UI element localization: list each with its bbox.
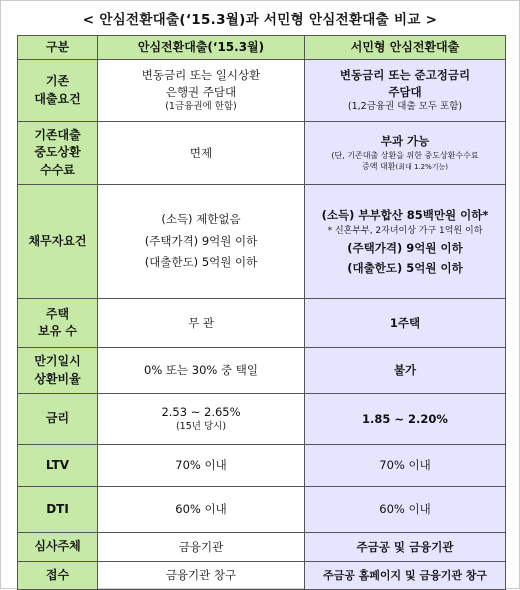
cell-note: (1금융권에 한함): [165, 101, 237, 113]
row-label-line: 대출요건: [34, 91, 81, 106]
table-row: [18, 533, 506, 562]
cell-line: (대출한도) 5억원 이하: [347, 260, 463, 275]
row-label: [18, 562, 98, 590]
header-category: 구분: [18, 36, 98, 60]
row-label-line: LTV: [45, 457, 70, 472]
old-loan-cell: [98, 487, 305, 533]
old-loan-cell: [98, 185, 305, 299]
old-loan-cell: [98, 122, 305, 185]
row-label: [18, 60, 98, 122]
cell-line: 70% 이내: [379, 458, 431, 473]
row-label-line: 수수료: [40, 162, 75, 177]
table-row: [18, 487, 506, 533]
old-loan-cell: [98, 445, 305, 487]
cell-line: 1주택: [389, 315, 421, 330]
row-label-line: DTI: [46, 501, 69, 516]
cell-line: 70% 이내: [175, 458, 227, 473]
table-row: [18, 299, 506, 348]
cell-note: (15년 당시): [175, 421, 227, 433]
row-label-line: 중도상환: [34, 145, 81, 160]
cell-line: 불가: [393, 363, 417, 378]
row-label-line: 접수: [45, 567, 70, 582]
new-loan-cell: [305, 487, 506, 533]
new-loan-cell: [305, 299, 506, 348]
new-loan-cell: [305, 348, 506, 394]
row-label: [18, 394, 98, 445]
row-label-line: 심사주체: [34, 539, 81, 554]
old-loan-cell: [98, 394, 305, 445]
new-loan-cell: [305, 562, 506, 590]
cell-line: 60% 이내: [175, 502, 227, 517]
new-loan-cell: [305, 533, 506, 562]
cell-line: 무 관: [188, 315, 214, 330]
cell-note: (단, 기존대출 상환을 위한 중도상환수수료: [331, 150, 479, 160]
row-label: [18, 445, 98, 487]
row-label: [18, 533, 98, 562]
row-label: [18, 348, 98, 394]
new-loan-cell: [305, 445, 506, 487]
cell-note: [308, 161, 502, 173]
row-label-line: 기존: [45, 74, 70, 89]
old-loan-cell: [98, 562, 305, 590]
row-label-line: 채무자요건: [28, 233, 87, 248]
cell-line: (주택가격) 9억원 이하: [144, 233, 258, 248]
table-row: [18, 185, 506, 299]
row-label: [18, 185, 98, 299]
row-label-line: 보유 수: [38, 324, 77, 338]
cell-line: 주금공 및 금융기관: [356, 539, 454, 554]
cell-note-part: 증액 대환: [362, 162, 396, 172]
row-label: [18, 299, 98, 348]
cell-line: 60% 이내: [379, 502, 431, 517]
old-loan-cell: [98, 299, 305, 348]
comparison-table: [17, 35, 506, 590]
cell-line: 주담대: [388, 84, 422, 99]
row-label-line: 기존대출: [34, 127, 81, 142]
table-row: [18, 348, 506, 394]
cell-note-part: (최대 1.2%기능): [395, 163, 448, 172]
table-header-row: [18, 36, 506, 60]
cell-line: 변동금리 또는 준고정금리: [339, 67, 471, 82]
old-loan-cell: [98, 533, 305, 562]
cell-line: (소득) 제한없음: [161, 211, 241, 226]
cell-line: (주택가격) 9억원 이하: [347, 240, 463, 255]
table-row: [18, 122, 506, 185]
cell-line: 주금공 홈페이지 및 금융기관 창구: [322, 568, 488, 582]
header-new-loan: 서민형 안심전환대출: [305, 36, 506, 60]
cell-line: 은행권 주담대: [165, 84, 237, 99]
new-loan-cell: [305, 185, 506, 299]
cell-line: (대출한도) 5억원 이하: [144, 255, 258, 270]
cell-line: 면제: [189, 145, 213, 160]
cell-line: 변동금리 또는 일시상환: [141, 67, 261, 82]
cell-line: 금융기관 창구: [165, 568, 237, 583]
old-loan-cell: [98, 348, 305, 394]
row-label: [18, 487, 98, 533]
header-old-loan: 안심전환대출(‘15.3월): [98, 36, 305, 60]
new-loan-cell: [305, 60, 506, 122]
old-loan-cell: [98, 60, 305, 122]
cell-line: (소득) 부부합산 85백만원 이하*: [321, 208, 489, 223]
cell-line: 1.85 ~ 2.20%: [362, 411, 448, 426]
table-row: [18, 445, 506, 487]
row-label-line: 만기일시: [34, 354, 81, 369]
cell-line: 0% 또는 30% 중 택일: [144, 363, 258, 378]
row-label-line: 주택: [45, 306, 70, 321]
page-title: < 안심전환대출(‘15.3월)과 서민형 안심전환대출 비교 >: [82, 12, 438, 28]
table-row: [18, 394, 506, 445]
table-row: [18, 562, 506, 590]
row-label-line: 금리: [45, 411, 70, 426]
row-label: [18, 122, 98, 185]
new-loan-cell: [305, 394, 506, 445]
cell-line: 부과 가능: [380, 134, 430, 149]
table-row: [18, 60, 506, 122]
cell-note: (1,2금융권 대출 모두 포함): [347, 101, 463, 113]
cell-line: 2.53 ~ 2.65%: [161, 404, 241, 419]
cell-line: 금융기관: [178, 539, 224, 554]
new-loan-cell: [305, 122, 506, 185]
cell-note: * 신혼부부, 2자녀이상 가구 1억원 이하: [327, 226, 483, 237]
row-label-line: 상환비율: [34, 371, 81, 386]
